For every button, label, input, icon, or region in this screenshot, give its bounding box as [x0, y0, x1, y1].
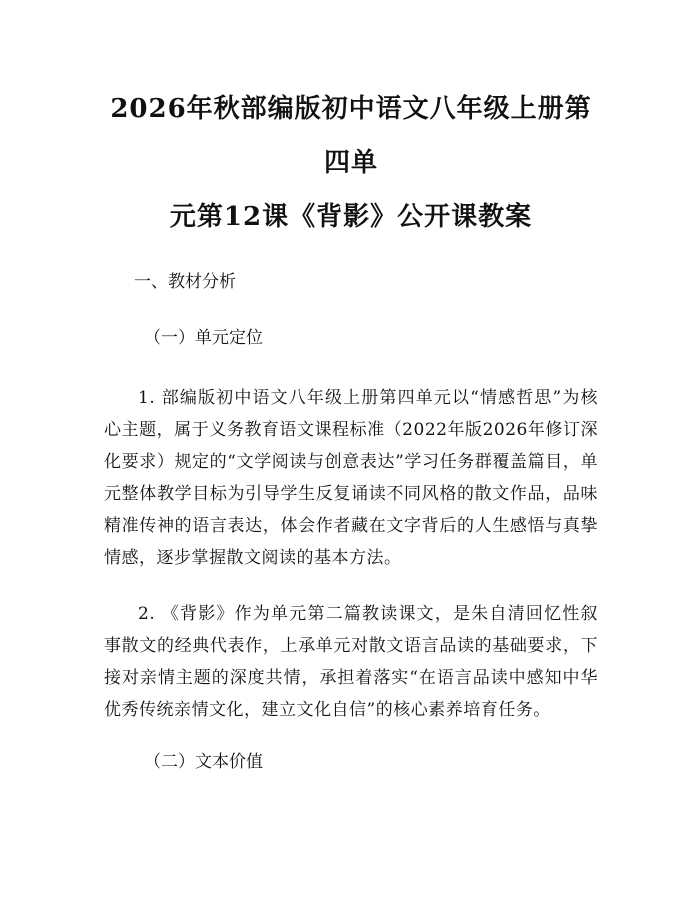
paragraph-2: 2. 《背影》作为单元第二篇教读课文，是朱自清回忆性叙事散文的经典代表作，上承单元对散文语言品读的基础要求，下接对亲情主题的深度共情，承担着落实“在语言品读中感知中华优秀传统亲情文化，建立文化自信”的核心素养培育任务。 — [104, 604, 598, 720]
title-line-2: 元第12课《背影》公开课教案 — [169, 202, 533, 232]
section-heading-textbook-analysis: 一、教材分析 — [134, 272, 236, 292]
paragraph-1: 1. 部编版初中语文八年级上册第四单元以“情感哲思”为核心主题，属于义务教育语文课程标准（2022年版2026年修订深化要求）规定的“文学阅读与创意表达”学习任务群覆盖篇目，单元整体教学目标为引导学生反复诵读不同风格的散文作品，品味精准传神的语言表达，体会作者藏在文字背后的人生感悟与真挚情感，逐步掌握散文阅读的基本方法。 — [104, 388, 598, 568]
subsection-heading-unit-positioning: （一）单元定位 — [144, 328, 263, 348]
document-title — [104, 82, 598, 244]
subsection-heading-text-value: （二）文本价值 — [144, 752, 263, 772]
title-line-1: 2026年秋部编版初中语文八年级上册第四单 — [110, 94, 592, 178]
